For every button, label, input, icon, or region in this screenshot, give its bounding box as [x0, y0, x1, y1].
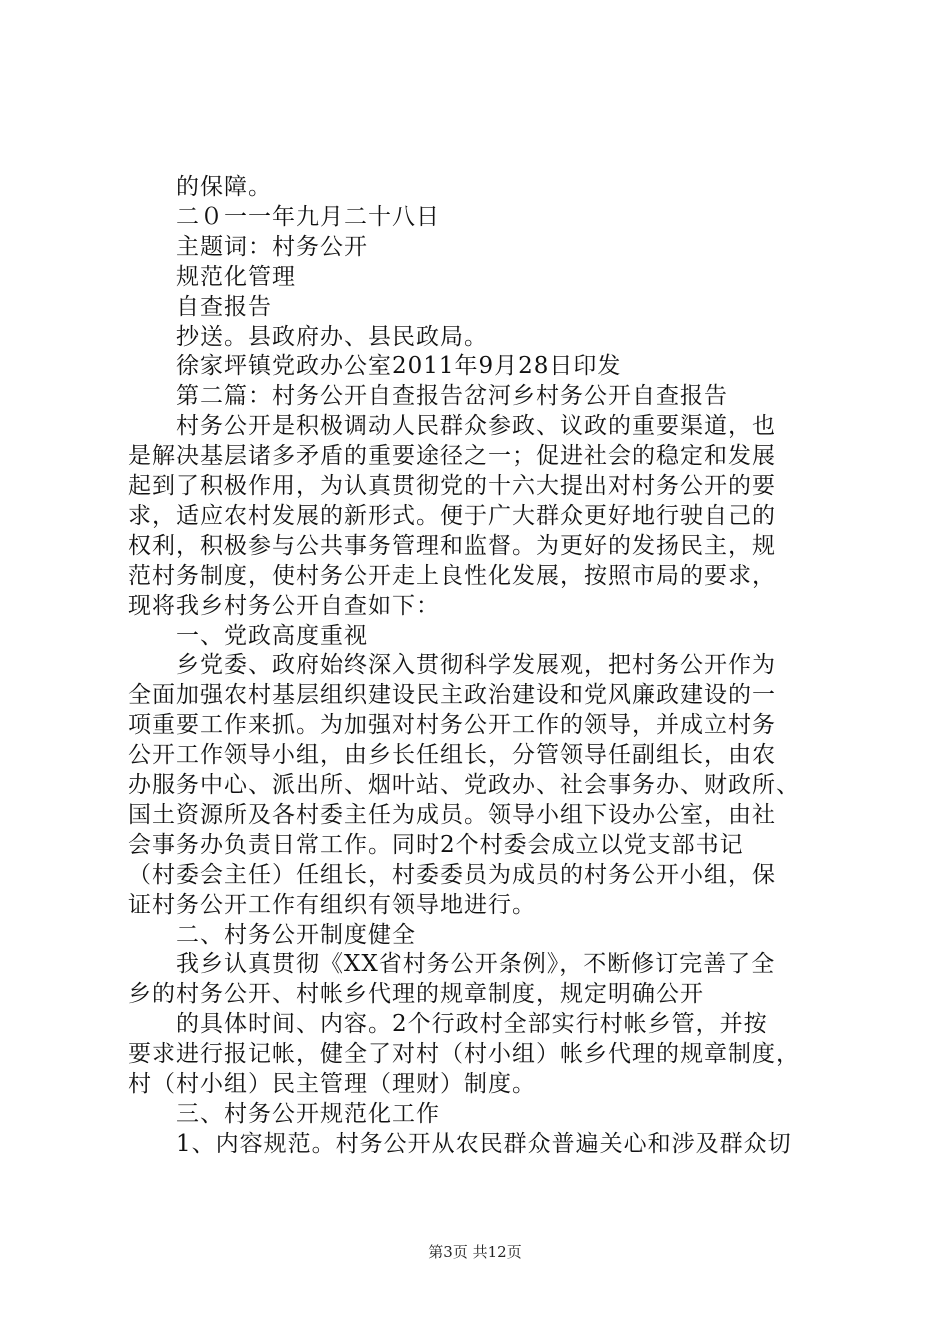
text-line: 要求进行报记帐，健全了对村（村小组）帐乡代理的规章制度， — [128, 1041, 800, 1067]
text-line: 项重要工作来抓。为加强对村务公开工作的领导，并成立村务 — [128, 712, 776, 738]
text-line: 起到了积极作用，为认真贯彻党的十六大提出对村务公开的要 — [128, 473, 776, 499]
text-line: 徐家坪镇党政办公室2011年9月28日印发 — [176, 353, 622, 379]
text-line: 证村务公开工作有组织有领导地进行。 — [128, 892, 536, 918]
text-line: 会事务办负责日常工作。同时2个村委会成立以党支部书记 — [128, 832, 744, 858]
text-line: 村务公开是积极调动人民群众参政、议政的重要渠道，也 — [176, 413, 776, 439]
text-line: 1、内容规范。村务公开从农民群众普遍关心和涉及群众切 — [176, 1131, 792, 1157]
text-line: 是解决基层诸多矛盾的重要途径之一；促进社会的稳定和发展 — [128, 443, 776, 469]
text-line: 求，适应农村发展的新形式。便于广大群众更好地行驶自己的 — [128, 503, 776, 529]
text-line: 的保障。 — [176, 174, 272, 200]
text-line: （村委会主任）任组长，村委委员为成员的村务公开小组，保 — [128, 862, 776, 888]
text-line: 乡党委、政府始终深入贯彻科学发展观，把村务公开作为 — [176, 652, 776, 678]
page-footer: 第3页 共12页 — [428, 1243, 522, 1261]
text-line: 范村务制度，使村务公开走上良性化发展，按照市局的要求， — [128, 563, 776, 589]
text-line: 二、村务公开制度健全 — [176, 922, 416, 948]
text-line: 的具体时间、内容。2个行政村全部实行村帐乡管，并按 — [176, 1011, 768, 1037]
text-line: 我乡认真贯彻《XX省村务公开条例》，不断修订完善了全 — [176, 951, 776, 977]
text-line: 三、村务公开规范化工作 — [176, 1101, 440, 1127]
text-line: 规范化管理 — [176, 264, 296, 290]
text-line: 现将我乡村务公开自查如下： — [128, 593, 440, 619]
text-line: 一、党政高度重视 — [176, 623, 368, 649]
text-line: 公开工作领导小组，由乡长任组长，分管领导任副组长，由农 — [128, 742, 776, 768]
text-line: 村（村小组）民主管理（理财）制度。 — [128, 1071, 536, 1097]
text-line: 抄送。县政府办、县民政局。 — [176, 324, 488, 350]
text-line: 权利，积极参与公共事务管理和监督。为更好的发扬民主，规 — [128, 533, 776, 559]
text-line: 办服务中心、派出所、烟叶站、党政办、社会事务办、财政所、 — [128, 772, 800, 798]
text-line: 二０一一年九月二十八日 — [176, 204, 440, 230]
text-line: 第二篇：村务公开自查报告岔河乡村务公开自查报告 — [176, 383, 728, 409]
text-line: 自查报告 — [176, 294, 272, 320]
text-line: 乡的村务公开、村帐乡代理的规章制度，规定明确公开 — [128, 981, 704, 1007]
text-line: 全面加强农村基层组织建设民主政治建设和党风廉政建设的一 — [128, 682, 776, 708]
text-line: 国土资源所及各村委主任为成员。领导小组下设办公室，由社 — [128, 802, 776, 828]
text-line: 主题词：村务公开 — [176, 234, 368, 260]
